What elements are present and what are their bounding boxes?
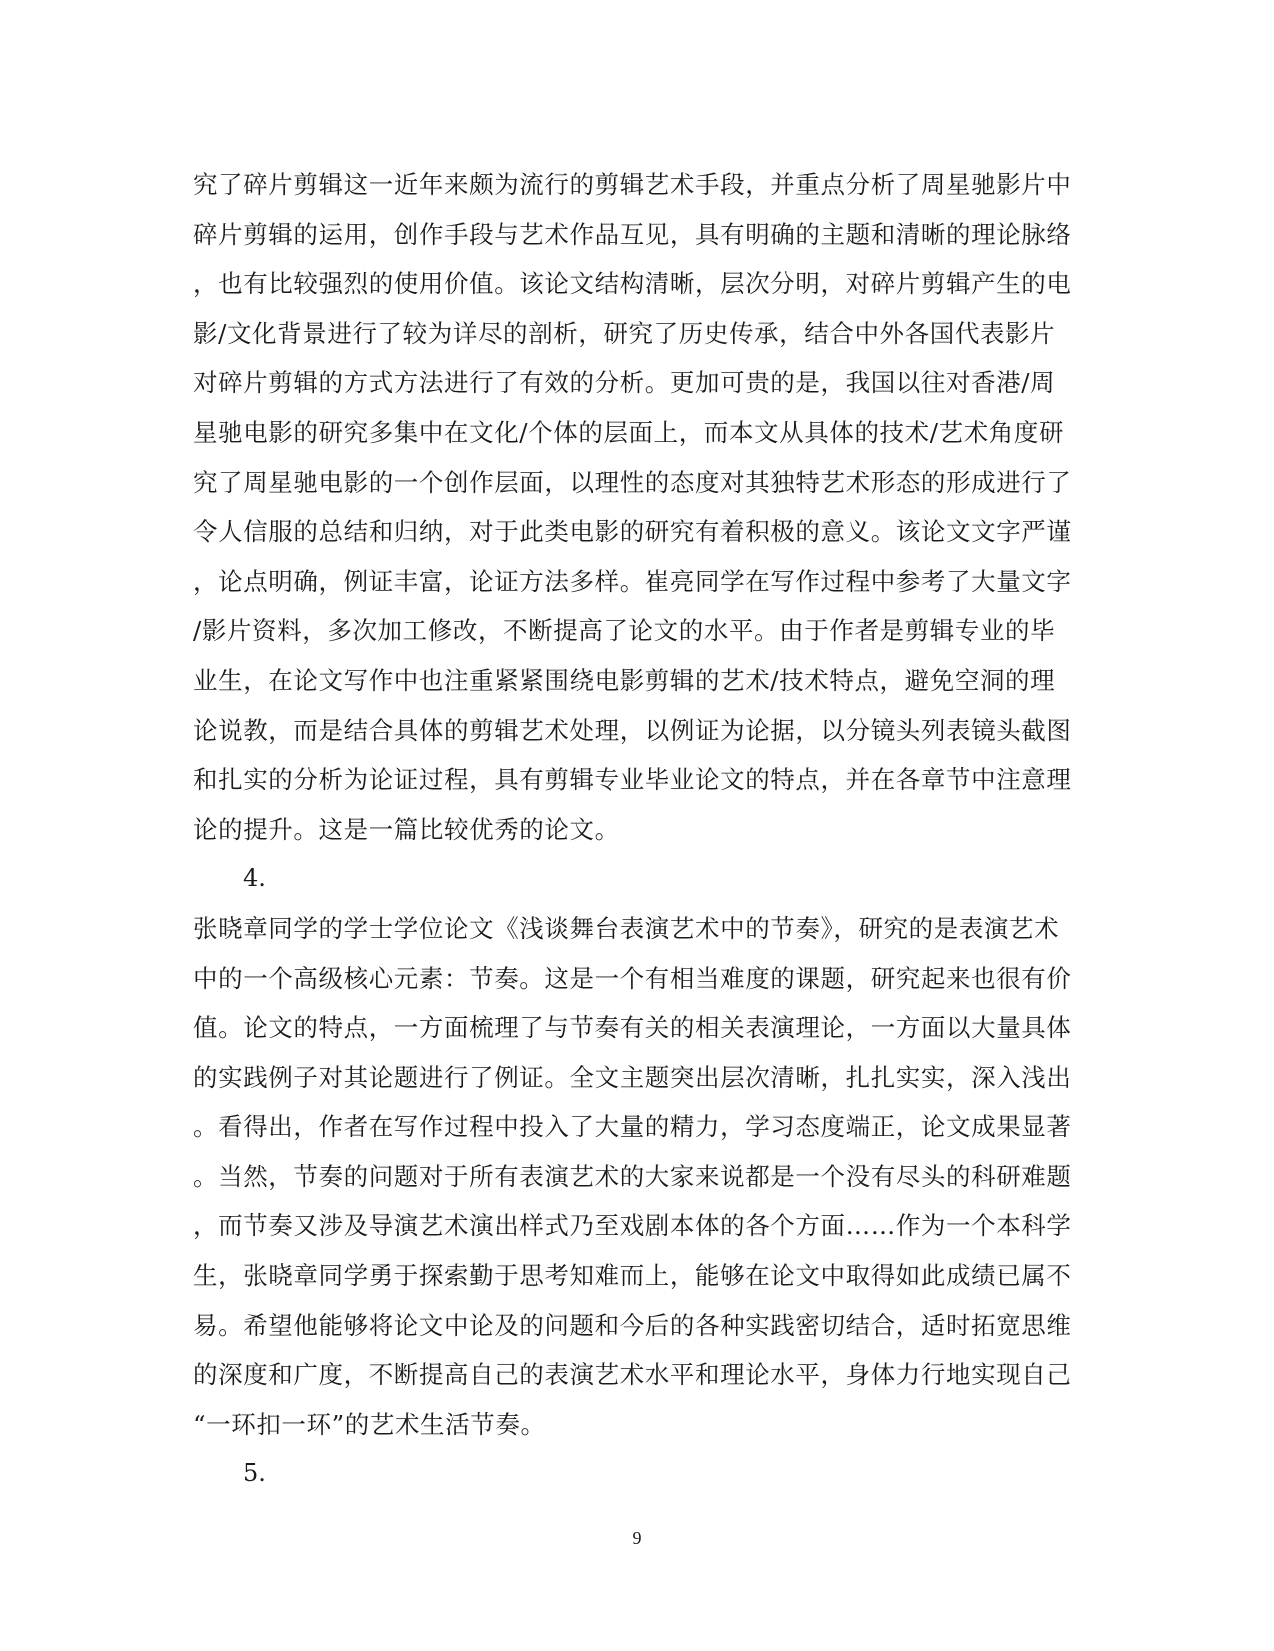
item-number-5: 5. bbox=[243, 1459, 266, 1488]
text-line: 论的提升。这是一篇比较优秀的论文。 bbox=[193, 814, 620, 844]
text-line: 碎片剪辑的运用，创作手段与艺术作品互见，具有明确的主题和清晰的理论脉络 bbox=[193, 219, 1072, 249]
text-line: /影片资料，多次加工修改，不断提高了论文的水平。由于作者是剪辑专业的毕 bbox=[193, 616, 1056, 646]
text-line: 影/文化背景进行了较为详尽的剖析，研究了历史传承，结合中外各国代表影片 bbox=[193, 318, 1056, 348]
text-line: 的实践例子对其论题进行了例证。全文主题突出层次清晰，扎扎实实，深入浅出 bbox=[193, 1062, 1072, 1092]
text-line: 对碎片剪辑的方式方法进行了有效的分析。更加可贵的是，我国以往对香港/周 bbox=[193, 368, 1056, 398]
text-line: 中的一个高级核心元素：节奏。这是一个有相当难度的课题，研究起来也很有价 bbox=[193, 963, 1072, 993]
text-line: 业生，在论文写作中也注重紧紧围绕电影剪辑的艺术/技术特点，避免空洞的理 bbox=[193, 665, 1056, 695]
text-line: 令人信服的总结和归纳，对于此类电影的研究有着积极的意义。该论文文字严谨 bbox=[193, 517, 1072, 547]
text-line: 易。希望他能够将论文中论及的问题和今后的各种实践密切结合，适时拓宽思维 bbox=[193, 1310, 1072, 1340]
text-line: ，也有比较强烈的使用价值。该论文结构清晰，层次分明，对碎片剪辑产生的电 bbox=[193, 269, 1072, 299]
text-line: 究了周星驰电影的一个创作层面，以理性的态度对其独特艺术形态的形成进行了 bbox=[193, 467, 1072, 497]
paragraph-3 bbox=[193, 160, 1073, 854]
text-line: ，论点明确，例证丰富，论证方法多样。崔亮同学在写作过程中参考了大量文字 bbox=[193, 566, 1072, 596]
page-number: 9 bbox=[632, 1528, 642, 1548]
text-line: 。当然，节奏的问题对于所有表演艺术的大家来说都是一个没有尽头的科研难题 bbox=[193, 1161, 1072, 1191]
text-line: 和扎实的分析为论证过程，具有剪辑专业毕业论文的特点，并在各章节中注意理 bbox=[193, 765, 1072, 795]
text-line: 论说教，而是结合具体的剪辑艺术处理，以例证为论据，以分镜头列表镜头截图 bbox=[193, 715, 1072, 745]
body-text bbox=[193, 160, 1073, 1499]
text-line: 张晓章同学的学士学位论文《浅谈舞台表演艺术中的节奏》，研究的是表演艺术 bbox=[193, 913, 1060, 943]
text-line: 的深度和广度，不断提高自己的表演艺术水平和理论水平，身体力行地实现自己 bbox=[193, 1360, 1072, 1390]
text-line: “一环扣一环”的艺术生活节奏。 bbox=[193, 1409, 546, 1439]
text-line: 。看得出，作者在写作过程中投入了大量的精力，学习态度端正，论文成果显著 bbox=[193, 1112, 1072, 1142]
text-line: 值。论文的特点，一方面梳理了与节奏有关的相关表演理论，一方面以大量具体 bbox=[193, 1013, 1072, 1043]
text-line: 生，张晓章同学勇于探索勤于思考知难而上，能够在论文中取得如此成绩已属不 bbox=[193, 1261, 1072, 1291]
text-line: 究了碎片剪辑这一近年来颇为流行的剪辑艺术手段，并重点分析了周星驰影片中 bbox=[193, 170, 1072, 199]
text-line: 星驰电影的研究多集中在文化/个体的层面上，而本文从具体的技术/艺术角度研 bbox=[193, 417, 1065, 447]
paragraph-4 bbox=[193, 904, 1073, 1450]
text-line: ，而节奏又涉及导演艺术演出样式乃至戏剧本体的各个方面……作为一个本科学 bbox=[193, 1211, 1072, 1241]
item-number-4: 4. bbox=[243, 864, 266, 893]
